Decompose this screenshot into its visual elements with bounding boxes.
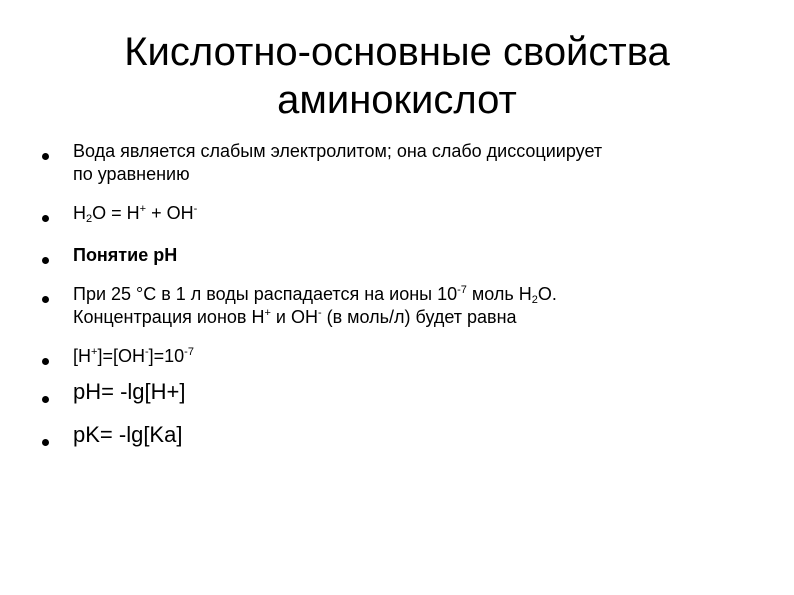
title-line-1: Кислотно-основные свойства [124,30,670,74]
text-part: Концентрация ионов H [73,307,265,327]
bullet-equation [73,345,733,368]
text-part: и OH [270,307,318,327]
eq-part: ]=[OH [97,346,145,366]
eq-part: H [73,203,86,223]
eq-part: O = H [92,203,140,223]
text-superscript: + [264,307,271,319]
bullet-dot-icon [42,296,49,303]
text-superscript: - [317,307,322,319]
text-part: (в моль/л) будет равна [321,307,517,327]
bullet-text [73,140,733,186]
eq-superscript: -7 [184,346,194,358]
bullet-dot-icon [42,439,49,446]
bullet-formula: pH= -lg[H+] [73,379,186,404]
bullet-dot-icon [42,396,49,403]
title-line-2: аминокислот [277,78,517,122]
eq-part: + OH [146,203,194,223]
slide-title [0,28,794,124]
text-part: O. [537,284,557,304]
bullet-text [73,283,733,329]
eq-part: [H [73,346,91,366]
eq-superscript: + [139,203,147,215]
eq-superscript: - [193,203,198,215]
bullet-dot-icon [42,358,49,365]
text-part: При 25 °С в 1 л воды распадается на ионы 10 [73,284,458,304]
bullet-1-line-2: по уравнению [73,164,190,184]
eq-superscript: - [144,346,149,358]
bullet-dot-icon [42,215,49,222]
text-subscript: 2 [531,294,538,306]
eq-subscript: 2 [86,213,93,225]
eq-superscript: + [91,346,98,358]
eq-part: ]=10 [148,346,185,366]
bullet-equation [73,202,733,225]
bullet-text: Понятие pH [73,245,178,265]
bullet-1-line-1: Вода является слабым электролитом; она слабо диссоциирует [73,141,603,161]
bullet-formula: pK= -lg[Ka] [73,422,183,447]
text-part: моль H [466,284,532,304]
text-superscript: -7 [457,284,467,296]
bullet-dot-icon [42,257,49,264]
bullet-dot-icon [42,153,49,160]
